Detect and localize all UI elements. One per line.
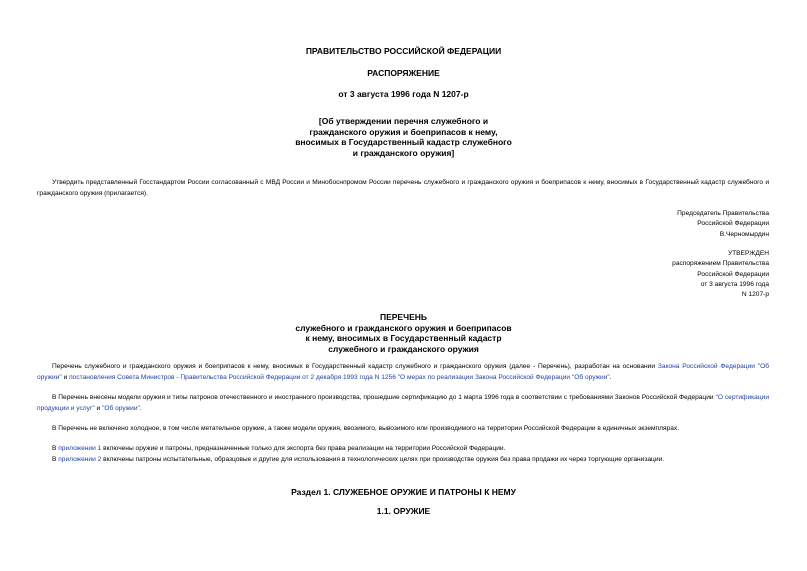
intro-paragraph: Утвердить представленный Госстандартом России согласованный с МВД России и Минобоснпромом России перечень служебного и гражданского оружия и боеприпасов к нему, вносимых в Государственный кадастр служебного и гражданского оружия (прилагается). [37,179,769,197]
signature-block [677,209,769,240]
paragraph-text: В [52,445,59,452]
paragraph-text: и [94,404,103,412]
list-title-line: ПЕРЕЧЕНЬ [379,312,427,322]
paragraph-text: включены патроны испытательные, образцовые и другие для использования в технологических целях при производстве оружия без права продажи их через торгующие организации. [101,456,665,463]
document-date-number: от 3 августа 1996 года N 1207-р [338,89,469,99]
list-paragraph-basis [37,362,769,383]
paragraph-text: В Перечень внесены модели оружия и типы патронов отечественного и иностранного производства, прошедшие сертификацию до 1 марта 1996 года в соответствии с требованиями Законов Российской Федерации [52,394,716,401]
law-on-weapons-link[interactable]: Закона Российской Федерации "Об оружии" [37,363,769,381]
subsection-title: 1.1. ОРУЖИЕ [376,506,431,516]
certification-law-link[interactable]: "О сертификации продукции и услуг" [37,394,769,412]
approval-line: Российской Федерации [697,270,769,278]
paragraph-text: . [139,404,142,412]
government-heading: ПРАВИТЕЛЬСТВО РОССИЙСКОЙ ФЕДЕРАЦИИ [305,46,502,56]
document-title-line: [Об утверждении перечня служебного и [318,116,489,126]
list-paragraph-appendix-2 [37,455,769,466]
approval-line: УТВЕРЖДЕН [727,250,769,257]
approval-block [672,249,769,300]
appendix-2-link[interactable]: приложении 2 [58,456,102,463]
appendix-1-link[interactable]: приложении 1 [58,445,102,452]
document-title-line: и гражданского оружия] [352,147,455,158]
weapons-law-link[interactable]: "Об оружии" [102,404,140,412]
approval-line: N 1207-р [741,291,769,299]
paragraph-text: и [61,373,70,381]
document-title-line: вносимых в Государственный кадастр служебного [295,137,512,147]
signature-line: Председатель Правительства [677,210,769,217]
document-type-heading: РАСПОРЯЖЕНИЕ [367,68,440,78]
list-paragraph-appendix-1 [37,444,769,455]
document-title-line: гражданского оружия и боеприпасов к нему, [309,126,498,137]
paragraph-text: В [52,456,59,463]
signature-line: Российской Федерации [697,220,769,228]
paragraph-text: включены оружие и патроны, предназначенные только для экспорта без права реализации на территории Российской Федерации. [101,445,506,452]
signature-line: В.Черномырдин [719,230,769,238]
approval-line: распоряжением Правительства [672,260,769,268]
list-title-line: служебного и гражданского оружия и боеприпасов [295,322,512,333]
list-title-line: служебного и гражданского оружия [328,343,479,354]
paragraph-text: . [609,373,612,381]
paragraph-text: Перечень служебного и гражданского оружия и боеприпасов к нему, вносимых в Государственный кадастр служебного и гражданского оружия (далее - Перечень), разработан на основании [52,363,658,370]
list-title-line: к нему, вносимых в Государственный кадастр [305,333,502,343]
approval-line: от 3 августа 1996 года [700,280,769,288]
list-paragraph-exclusions: В Перечень не включено холодное, в том числе метательное оружие, а также модели оружия, ввозимого, вывозимого или производимого на территории Российской Федерации в единичных экземплярах. [52,425,679,432]
section-title: Раздел 1. СЛУЖЕБНОЕ ОРУЖИЕ И ПАТРОНЫ К НЕМУ [291,487,516,497]
list-paragraph-certification [37,393,769,414]
government-resolution-link[interactable]: постановления Совета Министров - Правительства Российской Федерации от 2 декабря 1993 года N 1256 "О мерах по реализации Закона Российской Федерации "Об оружии" [69,373,610,381]
